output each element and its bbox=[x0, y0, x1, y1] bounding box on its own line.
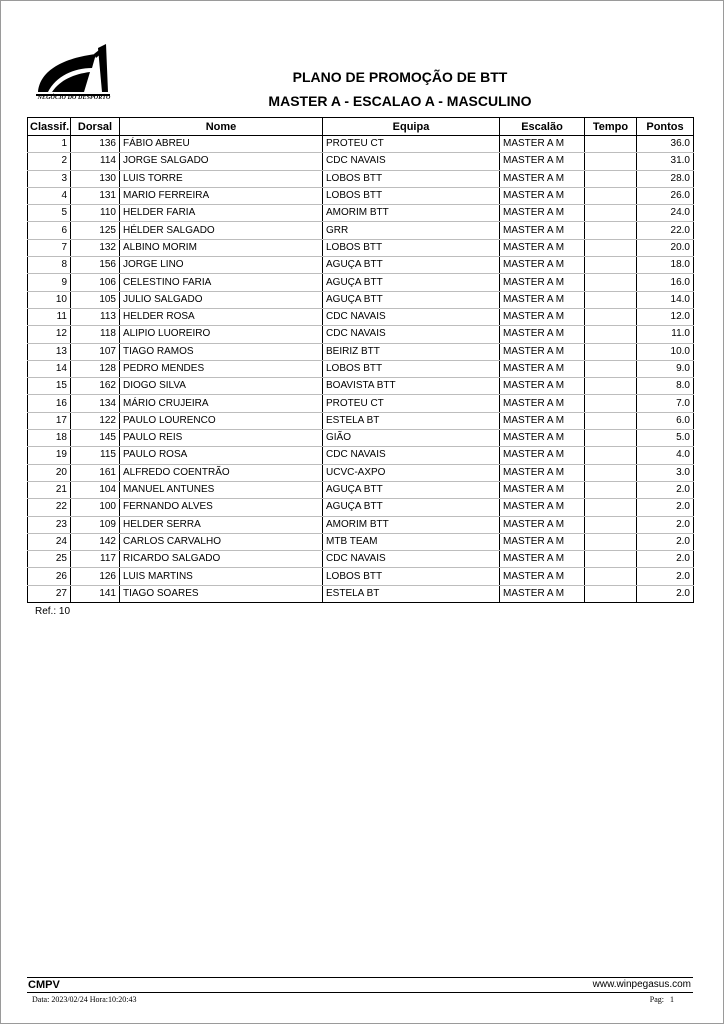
cell-classif: 10 bbox=[28, 291, 71, 308]
results-table bbox=[27, 117, 694, 603]
cell-tempo bbox=[585, 412, 637, 429]
cell-equipa: ESTELA BT bbox=[323, 412, 500, 429]
cell-escalao: MASTER A M bbox=[500, 274, 585, 291]
cell-pontos: 2.0 bbox=[637, 516, 694, 533]
cell-classif: 20 bbox=[28, 464, 71, 481]
cell-nome: PEDRO MENDES bbox=[120, 360, 323, 377]
cell-nome: HELDER ROSA bbox=[120, 308, 323, 325]
cell-tempo bbox=[585, 447, 637, 464]
cell-equipa: UCVC-AXPO bbox=[323, 464, 500, 481]
table-row bbox=[28, 464, 694, 481]
table-row bbox=[28, 343, 694, 360]
cell-dorsal: 107 bbox=[71, 343, 120, 360]
cell-escalao: MASTER A M bbox=[500, 499, 585, 516]
footer-website: www.winpegasus.com bbox=[592, 979, 691, 990]
cell-classif: 21 bbox=[28, 481, 71, 498]
table-row bbox=[28, 533, 694, 550]
cell-escalao: MASTER A M bbox=[500, 239, 585, 256]
column-header-pontos: Pontos bbox=[637, 118, 694, 136]
cell-tempo bbox=[585, 308, 637, 325]
column-header-classif: Classif. bbox=[28, 118, 71, 136]
cell-classif: 22 bbox=[28, 499, 71, 516]
cell-tempo bbox=[585, 464, 637, 481]
table-row bbox=[28, 412, 694, 429]
cell-tempo bbox=[585, 205, 637, 222]
cell-dorsal: 132 bbox=[71, 239, 120, 256]
cell-equipa: CDC NAVAIS bbox=[323, 326, 500, 343]
cell-escalao: MASTER A M bbox=[500, 257, 585, 274]
cell-escalao: MASTER A M bbox=[500, 395, 585, 412]
cell-dorsal: 109 bbox=[71, 516, 120, 533]
cell-pontos: 5.0 bbox=[637, 430, 694, 447]
cell-classif: 6 bbox=[28, 222, 71, 239]
cell-equipa: AMORIM BTT bbox=[323, 205, 500, 222]
cell-classif: 5 bbox=[28, 205, 71, 222]
table-header-row bbox=[28, 118, 694, 136]
cell-classif: 24 bbox=[28, 533, 71, 550]
cell-pontos: 4.0 bbox=[637, 447, 694, 464]
cell-dorsal: 106 bbox=[71, 274, 120, 291]
cell-classif: 19 bbox=[28, 447, 71, 464]
cell-equipa: LOBOS BTT bbox=[323, 170, 500, 187]
cell-escalao: MASTER A M bbox=[500, 187, 585, 204]
cell-equipa: LOBOS BTT bbox=[323, 360, 500, 377]
cell-tempo bbox=[585, 239, 637, 256]
cell-tempo bbox=[585, 533, 637, 550]
cell-tempo bbox=[585, 378, 637, 395]
cell-equipa: MTB TEAM bbox=[323, 533, 500, 550]
cell-classif: 9 bbox=[28, 274, 71, 291]
cell-dorsal: 162 bbox=[71, 378, 120, 395]
cell-nome: TIAGO RAMOS bbox=[120, 343, 323, 360]
cell-classif: 14 bbox=[28, 360, 71, 377]
cell-pontos: 31.0 bbox=[637, 153, 694, 170]
cell-tempo bbox=[585, 170, 637, 187]
cell-nome: ALFREDO COENTRÃO bbox=[120, 464, 323, 481]
cell-tempo bbox=[585, 291, 637, 308]
cell-dorsal: 125 bbox=[71, 222, 120, 239]
column-header-equipa: Equipa bbox=[323, 118, 500, 136]
cell-nome: ALBINO MORIM bbox=[120, 239, 323, 256]
cell-tempo bbox=[585, 585, 637, 602]
cell-pontos: 20.0 bbox=[637, 239, 694, 256]
cell-nome: JULIO SALGADO bbox=[120, 291, 323, 308]
cell-escalao: MASTER A M bbox=[500, 153, 585, 170]
cell-pontos: 2.0 bbox=[637, 533, 694, 550]
cell-nome: FÁBIO ABREU bbox=[120, 136, 323, 153]
cell-equipa: BOAVISTA BTT bbox=[323, 378, 500, 395]
cell-dorsal: 126 bbox=[71, 568, 120, 585]
table-row bbox=[28, 308, 694, 325]
cell-tempo bbox=[585, 153, 637, 170]
column-header-escalao: Escalão bbox=[500, 118, 585, 136]
cell-dorsal: 100 bbox=[71, 499, 120, 516]
cell-nome: MANUEL ANTUNES bbox=[120, 481, 323, 498]
page-title: PLANO DE PROMOÇÃO DE BTT bbox=[292, 69, 508, 85]
table-row bbox=[28, 585, 694, 602]
cell-tempo bbox=[585, 395, 637, 412]
cell-equipa: AGUÇA BTT bbox=[323, 481, 500, 498]
table-row bbox=[28, 170, 694, 187]
cell-escalao: MASTER A M bbox=[500, 568, 585, 585]
cell-classif: 2 bbox=[28, 153, 71, 170]
footer-page-value: 1 bbox=[670, 995, 674, 1004]
cell-pontos: 22.0 bbox=[637, 222, 694, 239]
cell-escalao: MASTER A M bbox=[500, 326, 585, 343]
cell-dorsal: 114 bbox=[71, 153, 120, 170]
cell-pontos: 2.0 bbox=[637, 585, 694, 602]
column-header-nome: Nome bbox=[120, 118, 323, 136]
logo-caption: NEGÓCIO DO DESPORTO bbox=[37, 95, 111, 101]
cell-tempo bbox=[585, 274, 637, 291]
cell-classif: 12 bbox=[28, 326, 71, 343]
cell-classif: 11 bbox=[28, 308, 71, 325]
cell-tempo bbox=[585, 481, 637, 498]
cell-equipa: AGUÇA BTT bbox=[323, 499, 500, 516]
cell-pontos: 8.0 bbox=[637, 378, 694, 395]
cell-equipa: CDC NAVAIS bbox=[323, 153, 500, 170]
cell-pontos: 2.0 bbox=[637, 551, 694, 568]
cell-escalao: MASTER A M bbox=[500, 551, 585, 568]
cell-nome: JORGE LINO bbox=[120, 257, 323, 274]
cell-classif: 17 bbox=[28, 412, 71, 429]
table-row bbox=[28, 326, 694, 343]
cell-classif: 4 bbox=[28, 187, 71, 204]
table-row bbox=[28, 568, 694, 585]
cell-escalao: MASTER A M bbox=[500, 308, 585, 325]
cell-dorsal: 145 bbox=[71, 430, 120, 447]
cell-classif: 1 bbox=[28, 136, 71, 153]
cell-nome: PAULO REIS bbox=[120, 430, 323, 447]
cell-nome: CELESTINO FARIA bbox=[120, 274, 323, 291]
cell-tempo bbox=[585, 326, 637, 343]
cell-nome: CARLOS CARVALHO bbox=[120, 533, 323, 550]
cell-equipa: BEIRIZ BTT bbox=[323, 343, 500, 360]
cell-equipa: LOBOS BTT bbox=[323, 568, 500, 585]
cell-dorsal: 115 bbox=[71, 447, 120, 464]
page-subtitle: MASTER A - ESCALAO A - MASCULINO bbox=[268, 93, 532, 109]
cell-nome: HÉLDER SALGADO bbox=[120, 222, 323, 239]
cell-equipa: GRR bbox=[323, 222, 500, 239]
cell-dorsal: 131 bbox=[71, 187, 120, 204]
cell-dorsal: 105 bbox=[71, 291, 120, 308]
cell-equipa: ESTELA BT bbox=[323, 585, 500, 602]
cell-equipa: CDC NAVAIS bbox=[323, 308, 500, 325]
footer-page-label: Pag: bbox=[649, 995, 664, 1004]
cell-dorsal: 134 bbox=[71, 395, 120, 412]
cell-tempo bbox=[585, 568, 637, 585]
cell-classif: 15 bbox=[28, 378, 71, 395]
cell-classif: 25 bbox=[28, 551, 71, 568]
cell-dorsal: 156 bbox=[71, 257, 120, 274]
cell-pontos: 9.0 bbox=[637, 360, 694, 377]
cell-pontos: 6.0 bbox=[637, 412, 694, 429]
cell-nome: JORGE SALGADO bbox=[120, 153, 323, 170]
cell-pontos: 16.0 bbox=[637, 274, 694, 291]
cell-escalao: MASTER A M bbox=[500, 291, 585, 308]
cell-equipa: GIÃO bbox=[323, 430, 500, 447]
cell-classif: 27 bbox=[28, 585, 71, 602]
footer-date-time bbox=[32, 995, 136, 1004]
footer-date-label: Data: bbox=[32, 995, 50, 1004]
cell-pontos: 18.0 bbox=[637, 257, 694, 274]
footer-date-value: 2023/02/24 bbox=[51, 995, 88, 1004]
cell-equipa: CDC NAVAIS bbox=[323, 551, 500, 568]
table-row bbox=[28, 395, 694, 412]
cell-equipa: PROTEU CT bbox=[323, 395, 500, 412]
cell-dorsal: 110 bbox=[71, 205, 120, 222]
cell-equipa: PROTEU CT bbox=[323, 136, 500, 153]
cell-dorsal: 130 bbox=[71, 170, 120, 187]
cell-equipa: AGUÇA BTT bbox=[323, 274, 500, 291]
cell-escalao: MASTER A M bbox=[500, 481, 585, 498]
cell-equipa: LOBOS BTT bbox=[323, 239, 500, 256]
footer-organization: CMPV bbox=[28, 979, 60, 991]
footer-divider-top bbox=[27, 977, 693, 978]
cell-dorsal: 118 bbox=[71, 326, 120, 343]
cell-nome: RICARDO SALGADO bbox=[120, 551, 323, 568]
column-header-tempo: Tempo bbox=[585, 118, 637, 136]
table-row bbox=[28, 153, 694, 170]
cell-dorsal: 141 bbox=[71, 585, 120, 602]
cell-escalao: MASTER A M bbox=[500, 585, 585, 602]
reference-label: Ref.: 10 bbox=[35, 606, 71, 617]
cell-classif: 7 bbox=[28, 239, 71, 256]
table-row bbox=[28, 360, 694, 377]
cell-tempo bbox=[585, 499, 637, 516]
cell-pontos: 3.0 bbox=[637, 464, 694, 481]
cell-classif: 18 bbox=[28, 430, 71, 447]
cell-pontos: 36.0 bbox=[637, 136, 694, 153]
logo-icon bbox=[34, 40, 114, 102]
cell-pontos: 10.0 bbox=[637, 343, 694, 360]
table-row bbox=[28, 239, 694, 256]
table-row bbox=[28, 136, 694, 153]
table-row bbox=[28, 447, 694, 464]
table-row bbox=[28, 499, 694, 516]
footer-time-value: 10:20:43 bbox=[108, 995, 137, 1004]
cell-tempo bbox=[585, 343, 637, 360]
cell-classif: 26 bbox=[28, 568, 71, 585]
cell-nome: LUIS MARTINS bbox=[120, 568, 323, 585]
cell-escalao: MASTER A M bbox=[500, 516, 585, 533]
table-row bbox=[28, 430, 694, 447]
cell-nome: PAULO ROSA bbox=[120, 447, 323, 464]
cell-nome: HELDER FARIA bbox=[120, 205, 323, 222]
cell-classif: 23 bbox=[28, 516, 71, 533]
footer-page-number bbox=[650, 995, 674, 1004]
cell-dorsal: 136 bbox=[71, 136, 120, 153]
cell-nome: LUIS TORRE bbox=[120, 170, 323, 187]
cell-escalao: MASTER A M bbox=[500, 222, 585, 239]
table-row bbox=[28, 205, 694, 222]
table-row bbox=[28, 516, 694, 533]
cell-equipa: AMORIM BTT bbox=[323, 516, 500, 533]
cell-classif: 3 bbox=[28, 170, 71, 187]
cell-dorsal: 122 bbox=[71, 412, 120, 429]
cell-nome: DIOGO SILVA bbox=[120, 378, 323, 395]
footer-time-label: Hora: bbox=[89, 995, 108, 1004]
cell-pontos: 2.0 bbox=[637, 481, 694, 498]
cell-nome: MÁRIO CRUJEIRA bbox=[120, 395, 323, 412]
table-row bbox=[28, 274, 694, 291]
table-row bbox=[28, 222, 694, 239]
cell-escalao: MASTER A M bbox=[500, 464, 585, 481]
cell-escalao: MASTER A M bbox=[500, 430, 585, 447]
cell-nome: TIAGO SOARES bbox=[120, 585, 323, 602]
cell-pontos: 28.0 bbox=[637, 170, 694, 187]
cell-pontos: 24.0 bbox=[637, 205, 694, 222]
table-row bbox=[28, 257, 694, 274]
cell-equipa: LOBOS BTT bbox=[323, 187, 500, 204]
cell-dorsal: 113 bbox=[71, 308, 120, 325]
cell-equipa: AGUÇA BTT bbox=[323, 257, 500, 274]
cell-nome: MARIO FERREIRA bbox=[120, 187, 323, 204]
cell-pontos: 26.0 bbox=[637, 187, 694, 204]
cell-tempo bbox=[585, 222, 637, 239]
cell-escalao: MASTER A M bbox=[500, 170, 585, 187]
cell-tempo bbox=[585, 430, 637, 447]
table-row bbox=[28, 481, 694, 498]
footer-divider-bottom bbox=[27, 992, 693, 993]
cell-nome: FERNANDO ALVES bbox=[120, 499, 323, 516]
cell-escalao: MASTER A M bbox=[500, 447, 585, 464]
cell-escalao: MASTER A M bbox=[500, 360, 585, 377]
cell-nome: PAULO LOURENCO bbox=[120, 412, 323, 429]
cell-tempo bbox=[585, 187, 637, 204]
cell-equipa: AGUÇA BTT bbox=[323, 291, 500, 308]
cell-tempo bbox=[585, 136, 637, 153]
cell-classif: 13 bbox=[28, 343, 71, 360]
cell-pontos: 12.0 bbox=[637, 308, 694, 325]
table-row bbox=[28, 551, 694, 568]
cell-tempo bbox=[585, 257, 637, 274]
cell-escalao: MASTER A M bbox=[500, 205, 585, 222]
table-row bbox=[28, 187, 694, 204]
cell-tempo bbox=[585, 360, 637, 377]
cell-classif: 16 bbox=[28, 395, 71, 412]
cell-tempo bbox=[585, 551, 637, 568]
cell-escalao: MASTER A M bbox=[500, 378, 585, 395]
cell-pontos: 2.0 bbox=[637, 568, 694, 585]
cell-escalao: MASTER A M bbox=[500, 343, 585, 360]
table-row bbox=[28, 378, 694, 395]
cell-dorsal: 142 bbox=[71, 533, 120, 550]
cell-nome: ALIPIO LUOREIRO bbox=[120, 326, 323, 343]
cell-dorsal: 104 bbox=[71, 481, 120, 498]
cell-tempo bbox=[585, 516, 637, 533]
table-row bbox=[28, 291, 694, 308]
cell-pontos: 7.0 bbox=[637, 395, 694, 412]
cell-nome: HELDER SERRA bbox=[120, 516, 323, 533]
cell-pontos: 2.0 bbox=[637, 499, 694, 516]
cell-pontos: 11.0 bbox=[637, 326, 694, 343]
cell-pontos: 14.0 bbox=[637, 291, 694, 308]
cell-dorsal: 128 bbox=[71, 360, 120, 377]
cell-escalao: MASTER A M bbox=[500, 412, 585, 429]
cell-escalao: MASTER A M bbox=[500, 533, 585, 550]
cell-classif: 8 bbox=[28, 257, 71, 274]
cell-dorsal: 117 bbox=[71, 551, 120, 568]
cell-dorsal: 161 bbox=[71, 464, 120, 481]
column-header-dorsal: Dorsal bbox=[71, 118, 120, 136]
cell-equipa: CDC NAVAIS bbox=[323, 447, 500, 464]
cell-escalao: MASTER A M bbox=[500, 136, 585, 153]
